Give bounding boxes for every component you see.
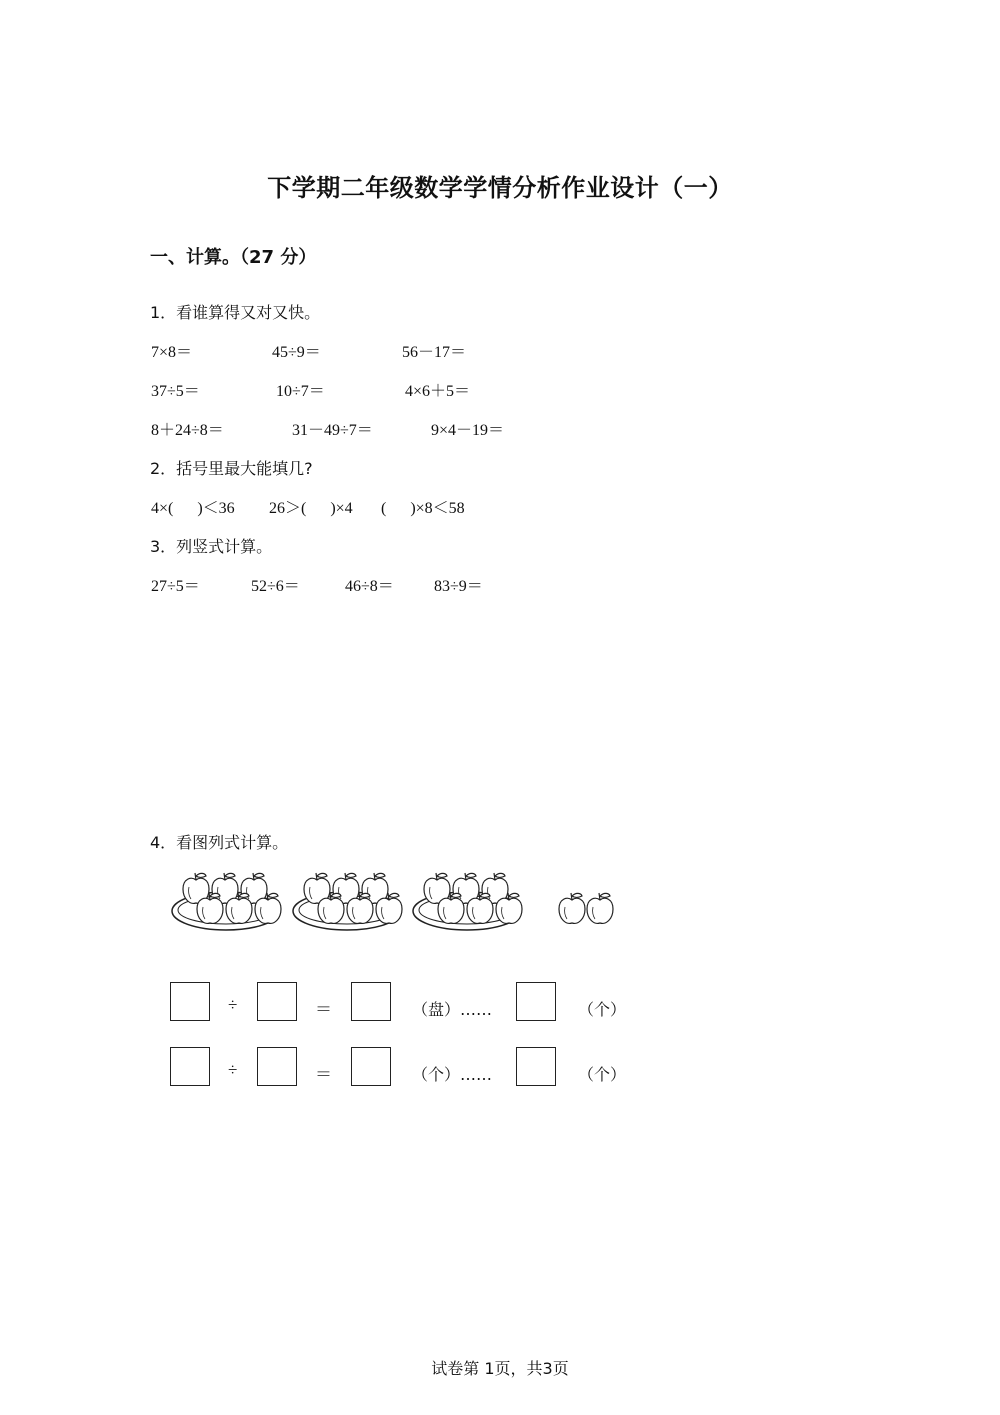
q3-division: 83÷9＝ <box>434 578 483 595</box>
answer-box[interactable] <box>351 982 391 1021</box>
answer-box[interactable] <box>516 982 556 1021</box>
q1-expression: 45÷9＝ <box>272 344 321 361</box>
section-heading-calculation: 一、计算。（27 分） <box>150 247 317 268</box>
unit-label: （盘）…… <box>412 1000 493 1019</box>
answer-box[interactable] <box>170 982 210 1021</box>
equals-sign: ＝ <box>315 1000 332 1019</box>
question-3-label: 3．列竖式计算。 <box>150 537 273 556</box>
plate-of-apples <box>293 873 402 930</box>
answer-box[interactable] <box>257 982 297 1021</box>
plate-of-apples <box>172 873 281 930</box>
answer-box[interactable] <box>351 1047 391 1086</box>
answer-box[interactable] <box>170 1047 210 1086</box>
q1-expression: 4×6＋5＝ <box>405 383 471 400</box>
equals-sign: ＝ <box>315 1065 332 1084</box>
question-4-label: 4．看图列式计算。 <box>150 833 289 852</box>
q1-expression: 10÷7＝ <box>276 383 325 400</box>
question-1-label: 1．看谁算得又对又快。 <box>150 303 321 322</box>
q3-division: 46÷8＝ <box>345 578 394 595</box>
q1-expression: 56－17＝ <box>402 344 467 361</box>
q1-expression: 31－49÷7＝ <box>292 422 373 439</box>
unit-label: （个） <box>578 1065 627 1084</box>
answer-box[interactable] <box>516 1047 556 1086</box>
unit-label: （个）…… <box>412 1065 493 1084</box>
q2-inequality: 26＞( )×4 <box>269 500 353 517</box>
answer-box[interactable] <box>257 1047 297 1086</box>
loose-apple <box>587 893 613 923</box>
q1-expression: 37÷5＝ <box>151 383 200 400</box>
q3-division: 27÷5＝ <box>151 578 200 595</box>
q1-expression: 7×8＝ <box>151 344 193 361</box>
q1-expression: 8＋24÷8＝ <box>151 422 224 439</box>
q3-division: 52÷6＝ <box>251 578 300 595</box>
question-2-label: 2．括号里最大能填几? <box>150 459 313 478</box>
page-title: 下学期二年级数学学情分析作业设计（一） <box>267 174 733 202</box>
divide-sign: ÷ <box>228 1060 238 1079</box>
q1-expression: 9×4－19＝ <box>431 422 505 439</box>
unit-label: （个） <box>578 1000 627 1019</box>
loose-apple <box>559 893 585 923</box>
q2-inequality: 4×( )＜36 <box>151 500 235 517</box>
divide-sign: ÷ <box>228 995 238 1014</box>
plate-of-apples <box>413 873 522 930</box>
q2-inequality: ( )×8＜58 <box>381 500 465 517</box>
page-footer: 试卷第 1页，共3页 <box>431 1359 569 1378</box>
